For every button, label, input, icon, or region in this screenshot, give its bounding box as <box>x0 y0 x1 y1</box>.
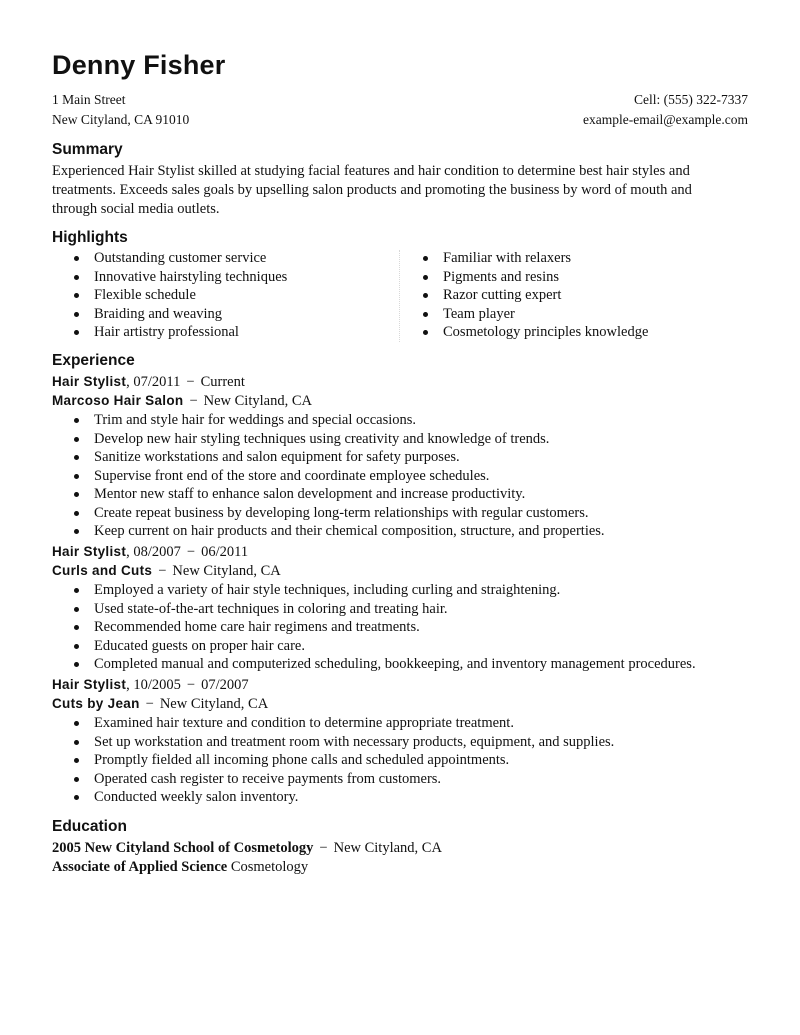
duty-item: Examined hair texture and condition to determine appropriate treatment. <box>52 714 748 733</box>
job-title: Hair Stylist <box>52 374 127 389</box>
phone-number: Cell: (555) 322-7337 <box>634 92 748 107</box>
duty-item: Used state-of-the-art techniques in coloring and treating hair. <box>52 600 748 619</box>
date-separator: − <box>186 544 196 560</box>
date-separator: − <box>186 677 196 693</box>
location-separator: − <box>319 840 328 856</box>
job-duties-list <box>52 714 748 807</box>
job-title-line <box>52 544 248 561</box>
candidate-name: Denny Fisher <box>52 50 226 80</box>
highlight-item: Familiar with relaxers <box>401 249 746 268</box>
duty-item: Set up workstation and treatment room with necessary products, equipment, and supplies. <box>52 733 748 752</box>
job-title: Hair Stylist <box>52 544 127 559</box>
duty-item: Sanitize workstations and salon equipment for safety purposes. <box>52 448 748 467</box>
contact-row-1 <box>52 92 748 108</box>
location-separator: − <box>158 563 167 579</box>
education-school-line <box>52 840 442 857</box>
duty-item: Recommended home care hair regimens and treatments. <box>52 618 748 637</box>
experience-heading: Experience <box>52 352 135 369</box>
duty-item: Trim and style hair for weddings and special occasions. <box>52 411 748 430</box>
company-name: Cuts by Jean <box>52 696 140 711</box>
summary-line: treatments. Exceeds sales goals by upselling salon products and promoting the business by word of mouth and <box>52 182 692 198</box>
company-location: New Cityland, CA <box>172 563 281 579</box>
address-line-2: New Cityland, CA 91010 <box>52 112 190 127</box>
job-title-line <box>52 677 249 694</box>
duty-item: Promptly fielded all incoming phone calls and scheduled appointments. <box>52 751 748 770</box>
location-separator: − <box>189 393 198 409</box>
highlights-left-list <box>52 249 397 342</box>
duty-item: Supervise front end of the store and coordinate employee schedules. <box>52 467 748 486</box>
job-start-date: , 10/2005 <box>126 677 181 693</box>
summary-heading: Summary <box>52 141 123 158</box>
job-start-date: , 08/2007 <box>126 544 181 560</box>
highlight-item: Razor cutting expert <box>401 286 746 305</box>
highlight-item: Pigments and resins <box>401 268 746 287</box>
job-start-date: , 07/2011 <box>126 374 181 390</box>
highlight-item: Team player <box>401 305 746 324</box>
email-address: example-email@example.com <box>583 112 748 127</box>
duty-item: Employed a variety of hair style techniques, including curling and straightening. <box>52 581 748 600</box>
highlights-right-list <box>401 249 746 342</box>
duty-item: Develop new hair styling techniques using creativity and knowledge of trends. <box>52 430 748 449</box>
location-separator: − <box>145 696 154 712</box>
company-location: New Cityland, CA <box>159 696 269 712</box>
company-name: Marcoso Hair Salon <box>52 393 184 408</box>
job-end-date: 06/2011 <box>201 544 249 560</box>
duty-item: Completed manual and computerized scheduling, bookkeeping, and inventory management procedures. <box>52 655 748 674</box>
company-name: Curls and Cuts <box>52 563 153 578</box>
highlight-item: Braiding and weaving <box>52 305 397 324</box>
address-line-1: 1 Main Street <box>52 92 126 107</box>
education-degree-line <box>52 859 308 876</box>
summary-text <box>52 162 748 219</box>
duty-item: Keep current on hair products and their chemical composition, structure, and properties. <box>52 522 748 541</box>
highlights-heading: Highlights <box>52 229 128 246</box>
highlights-divider <box>399 250 400 342</box>
job-company-line <box>52 563 281 580</box>
highlight-item: Innovative hairstyling techniques <box>52 268 397 287</box>
date-separator: − <box>186 374 195 390</box>
degree-name: Associate of Applied Science <box>52 859 228 875</box>
school-name: 2005 New Cityland School of Cosmetology <box>52 840 314 856</box>
job-duties-list <box>52 411 748 541</box>
job-end-date: 07/2007 <box>201 677 249 693</box>
highlight-item: Outstanding customer service <box>52 249 397 268</box>
duty-item: Mentor new staff to enhance salon development and increase productivity. <box>52 485 748 504</box>
summary-line: through social media outlets. <box>52 201 220 217</box>
highlight-item: Cosmetology principles knowledge <box>401 323 746 342</box>
duty-item: Educated guests on proper hair care. <box>52 637 748 656</box>
company-location: New Cityland, CA <box>203 393 312 409</box>
duty-item: Create repeat business by developing long-term relationships with regular customers. <box>52 504 748 523</box>
job-company-line <box>52 696 268 713</box>
summary-line: Experienced Hair Stylist skilled at studying facial features and hair condition to determine best hair styles and <box>52 163 690 179</box>
job-end-date: Current <box>200 374 245 390</box>
job-title: Hair Stylist <box>52 677 127 692</box>
job-company-line <box>52 393 312 410</box>
duty-item: Operated cash register to receive payments from customers. <box>52 770 748 789</box>
degree-field: Cosmetology <box>230 859 309 875</box>
highlight-item: Hair artistry professional <box>52 323 397 342</box>
school-location: New Cityland, CA <box>333 840 442 856</box>
contact-row-2 <box>52 112 748 128</box>
education-heading: Education <box>52 818 127 835</box>
duty-item: Conducted weekly salon inventory. <box>52 788 748 807</box>
job-duties-list <box>52 581 748 674</box>
job-title-line <box>52 374 245 391</box>
highlight-item: Flexible schedule <box>52 286 397 305</box>
